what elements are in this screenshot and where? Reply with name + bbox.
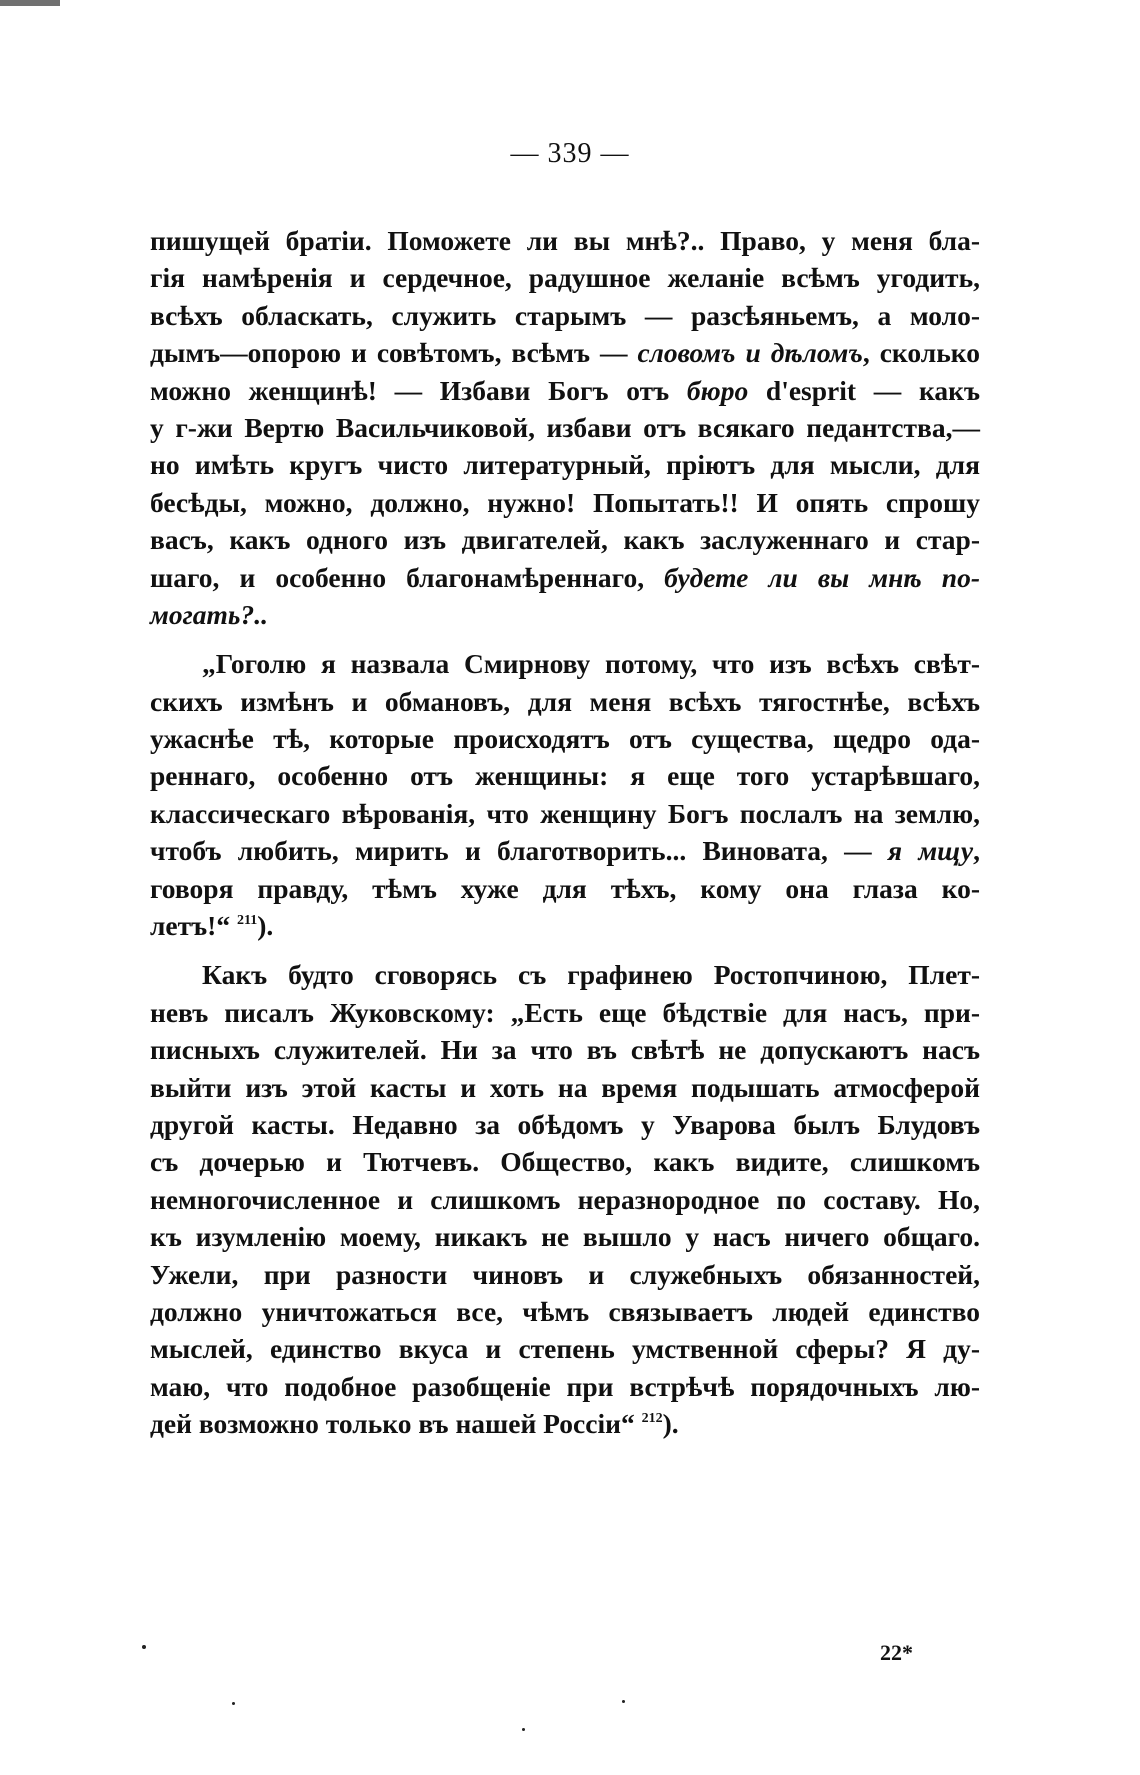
text-line: реннаго, особенно отъ женщины: я еще того устарѣвшаго, [150,760,980,792]
scan-speck [232,1702,235,1705]
text-line: мыслей, единство вкуса и степень умственной сферы? Я ду- [150,1333,980,1365]
text-segment: ). [257,910,274,942]
page-body [150,222,980,1443]
paragraph-gap [150,944,980,956]
footnote-ref: 211 [236,913,258,929]
paragraph-3 [150,956,980,1442]
text-segment: летъ!“ [150,910,237,942]
text-line: съ дочерью и Тютчевъ. Общество, какъ видите, слишкомъ [150,1146,980,1178]
text-segment: можно женщинѣ! — Избави Богъ отъ [150,374,687,406]
paragraph-gap [150,633,980,645]
text-segment: дей возможно только въ нашей Россіи“ [150,1408,642,1440]
text-line: „Гоголю я назвала Смирнову потому, что изъ всѣхъ свѣт- [202,648,980,680]
text-line: бесѣды, можно, должно, нужно! Попытать!! И опять спрошу [150,486,980,518]
text-line: немногочисленное и слишкомъ неразнородное по составу. Но, [150,1183,980,1215]
text-line [150,832,980,869]
paragraph-1 [150,222,980,633]
text-line: Ужели, при разности чиновъ и служебныхъ обязанностей, [150,1258,980,1290]
italic-phrase: будете ли вы мнѣ по- [664,561,980,593]
text-line [150,907,980,944]
text-line: скихъ измѣнъ и обмановъ, для меня всѣхъ тягостнѣе, всѣхъ [150,685,980,717]
scan-speck [622,1700,625,1703]
footnote-ref: 212 [641,1411,663,1427]
text-line: маю, что подобное разобщеніе при встрѣчѣ порядочныхъ лю- [150,1370,980,1402]
scan-speck [522,1728,525,1731]
text-segment: , [973,835,981,867]
text-line: къ изумленію моему, никакъ не вышло у насъ ничего общаго. [150,1221,980,1253]
italic-phrase: словомъ и дѣломъ [637,337,863,369]
text-segment: d'esprit — какъ [748,374,980,406]
text-line [150,559,980,596]
text-line: всѣхъ обласкать, служить старымъ — разсѣяньемъ, а моло- [150,299,980,331]
text-line [150,334,980,371]
italic-phrase: бюро [686,374,749,406]
text-line: Какъ будто сговорясь съ графинею Ростопчиною, Плет- [202,959,980,991]
scan-edge-mark [0,0,60,6]
text-line: но имѣть кругъ чисто литературный, пріютъ для мысли, для [150,449,980,481]
text-line [150,1405,980,1442]
text-segment: шаго, и особенно благонамѣреннаго, [150,561,665,593]
printer-signature: 22* [880,1640,913,1665]
italic-phrase: могать?.. [150,598,268,630]
text-segment: чтобъ любить, мирить и благотворить... Виновата, — [150,835,888,867]
text-segment: дымъ—опорою и совѣтомъ, всѣмъ — [150,337,638,369]
text-line [150,596,980,633]
text-line: классическаго вѣрованія, что женщину Богъ послалъ на землю, [150,797,980,829]
text-line: гія намѣренія и сердечное, радушное желаніе всѣмъ угодить, [150,262,980,294]
text-line: писныхъ служителей. Ни за что въ свѣтѣ не допускаютъ насъ [150,1034,980,1066]
text-line: невъ писалъ Жуковскому: „Есть еще бѣдствіе для насъ, при- [150,996,980,1028]
text-line: у г-жи Вертю Васильчиковой, избави отъ всякаго педантства,— [150,411,980,443]
paragraph-2 [150,645,980,944]
text-segment: ). [662,1408,679,1440]
text-line: васъ, какъ одного изъ двигателей, какъ заслуженнаго и стар- [150,524,980,556]
page-number: — 339 — [510,138,630,169]
text-line: выйти изъ этой касты и хоть на время подышать атмосферой [150,1071,980,1103]
text-line: должно уничтожаться все, чѣмъ связываетъ людей единство [150,1295,980,1327]
scan-speck [142,1645,146,1649]
text-line: ужаснѣе тѣ, которые происходятъ отъ существа, щедро ода- [150,723,980,755]
italic-phrase: я мщу [887,835,974,867]
text-line: другой касты. Недавно за обѣдомъ у Уварова былъ Блудовъ [150,1108,980,1140]
text-line: говоря правду, тѣмъ хуже для тѣхъ, кому она глаза ко- [150,872,980,904]
text-segment: , сколько [862,337,980,369]
text-line [150,372,980,409]
text-line: пишущей братіи. Поможете ли вы мнѣ?.. Право, у меня бла- [150,225,980,256]
